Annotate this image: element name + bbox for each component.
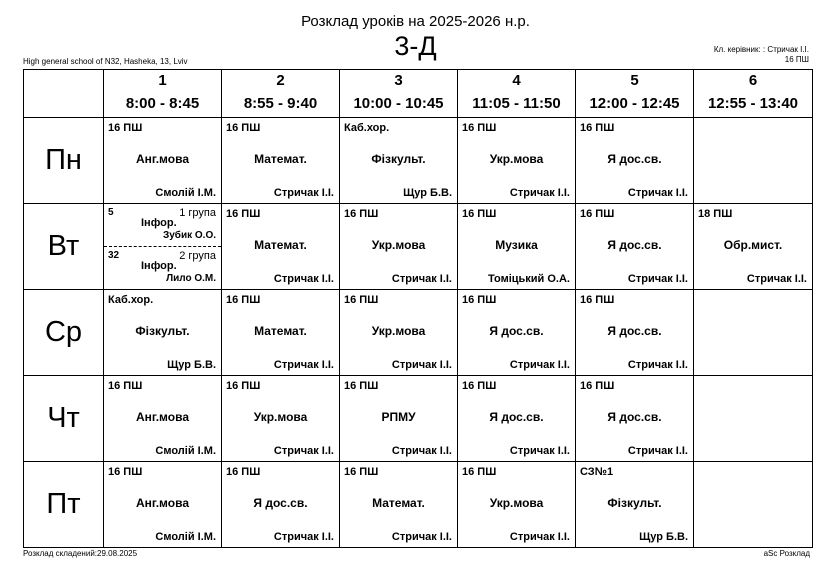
lesson-subject: Укр.мова — [489, 152, 544, 166]
lesson-room: 16 ПШ — [226, 466, 261, 478]
period-number: 1 — [158, 72, 167, 89]
created-date: Розклад складений:29.08.2025 — [23, 549, 138, 558]
lesson-cell — [222, 204, 340, 290]
lesson-cell — [340, 118, 458, 204]
lesson-cell — [340, 204, 458, 290]
lesson-room: 16 ПШ — [580, 208, 615, 220]
lesson-room: 16 ПШ — [226, 122, 261, 134]
lesson-room: 16 ПШ — [108, 122, 143, 134]
day-name: Чт — [24, 376, 104, 462]
lesson-teacher: Стричак І.І. — [391, 359, 452, 371]
group-label: 2 група — [179, 250, 216, 262]
lesson-room: 16 ПШ — [344, 208, 379, 220]
lesson-subject: Я дос.св. — [607, 410, 662, 424]
lesson-subject: Я дос.св. — [607, 238, 662, 252]
lesson-teacher: Смолій І.М. — [155, 187, 216, 199]
lesson-cell — [458, 290, 576, 376]
lesson-subject: Я дос.св. — [253, 496, 308, 510]
lesson-room: 16 ПШ — [108, 380, 143, 392]
day-row — [24, 290, 813, 376]
lesson-subject: Обр.мист. — [723, 238, 783, 252]
lesson-room: 16 ПШ — [226, 294, 261, 306]
lesson-teacher: Стричак І.І. — [391, 445, 452, 457]
lesson-teacher: Стричак І.І. — [273, 359, 334, 371]
lesson-room: 16 ПШ — [580, 294, 615, 306]
lesson-cell-empty — [694, 462, 813, 548]
lesson-teacher: Стричак І.І. — [627, 187, 688, 199]
head-teacher-info — [714, 45, 809, 65]
lesson-room: 16 ПШ — [462, 466, 497, 478]
lesson-room: 16 ПШ — [108, 466, 143, 478]
lesson-subject: Анг.мова — [136, 410, 189, 424]
lesson-cell — [458, 118, 576, 204]
lesson-subject: Укр.мова — [371, 238, 426, 252]
period-number: 2 — [276, 72, 285, 89]
lesson-cell — [340, 462, 458, 548]
lesson-room: Каб.хор. — [108, 294, 154, 306]
lesson-room: 16 ПШ — [462, 122, 497, 134]
lesson-subject: Анг.мова — [136, 496, 189, 510]
lesson-teacher: Смолій І.М. — [155, 531, 216, 543]
group-room: 32 — [108, 250, 120, 261]
lesson-cell — [222, 462, 340, 548]
software-name: aSc Розклад — [763, 549, 810, 558]
group-teacher: Зубик О.О. — [162, 230, 216, 241]
lesson-cell — [576, 118, 694, 204]
period-time: 10:00 - 10:45 — [353, 95, 444, 112]
head-teacher-name: Кл. керівник: : Стричак І.І. — [713, 45, 809, 54]
lesson-subject: Математ. — [372, 496, 425, 510]
lesson-room: 16 ПШ — [580, 122, 615, 134]
lesson-subject: Фізкульт. — [135, 324, 190, 338]
lesson-cell — [458, 376, 576, 462]
lesson-room: 18 ПШ — [698, 208, 733, 220]
lesson-teacher: Смолій І.М. — [155, 445, 216, 457]
lesson-room: 16 ПШ — [580, 380, 615, 392]
period-header — [458, 70, 576, 118]
lesson-cell — [340, 290, 458, 376]
lesson-teacher: Стричак І.І. — [391, 531, 452, 543]
period-time: 12:55 - 13:40 — [707, 95, 799, 112]
lesson-cell — [104, 376, 222, 462]
group-room: 5 — [108, 207, 114, 218]
period-time: 8:55 - 9:40 — [243, 95, 318, 112]
lesson-teacher: Стричак І.І. — [509, 187, 570, 199]
lesson-teacher: Щур Б.В. — [403, 187, 452, 199]
lesson-room: СЗ№1 — [580, 466, 614, 478]
lesson-cell-split — [104, 204, 222, 290]
period-number: 3 — [394, 72, 403, 89]
head-teacher-room: 16 ПШ — [784, 55, 809, 64]
lesson-cell — [576, 204, 694, 290]
lesson-subject: Я дос.св. — [607, 152, 662, 166]
lesson-cell — [222, 290, 340, 376]
group-subject: Інфор. — [141, 217, 177, 229]
lesson-subject: Анг.мова — [136, 152, 189, 166]
lesson-subject: Математ. — [254, 324, 307, 338]
schedule-title: Розклад уроків на 2025-2026 н.р. — [301, 13, 530, 30]
lesson-teacher: Томіцький О.А. — [487, 273, 570, 285]
class-name: 3-Д — [394, 31, 437, 61]
lesson-teacher: Щур Б.В. — [639, 531, 688, 543]
lesson-room: 16 ПШ — [462, 208, 497, 220]
lesson-teacher: Стричак І.І. — [627, 273, 688, 285]
lesson-cell — [576, 376, 694, 462]
lesson-cell — [340, 376, 458, 462]
lesson-cell — [222, 376, 340, 462]
lesson-cell — [222, 118, 340, 204]
lesson-cell — [104, 118, 222, 204]
period-time: 11:05 - 11:50 — [472, 95, 561, 112]
day-name: Вт — [24, 204, 104, 290]
periods-header-row — [24, 70, 813, 118]
day-name: Пт — [24, 462, 104, 548]
lesson-teacher: Стричак І.І. — [273, 445, 334, 457]
lesson-teacher: Стричак І.І. — [509, 359, 570, 371]
lesson-subject: Я дос.св. — [489, 324, 544, 338]
lesson-subject: Фізкульт. — [607, 496, 662, 510]
lesson-subject: Укр.мова — [371, 324, 426, 338]
lesson-subject: Я дос.св. — [489, 410, 544, 424]
period-time: 12:00 - 12:45 — [589, 95, 680, 112]
group-subject: Інфор. — [141, 260, 177, 272]
school-name: High general school of N32, Hasheka, 13, Lviv — [23, 57, 188, 66]
lesson-subject: Фізкульт. — [371, 152, 426, 166]
lesson-teacher: Стричак І.І. — [746, 273, 807, 285]
lesson-subject: Математ. — [254, 238, 307, 252]
day-name: Ср — [24, 290, 104, 376]
lesson-room: 16 ПШ — [462, 380, 497, 392]
period-header — [340, 70, 458, 118]
day-row — [24, 376, 813, 462]
lesson-subject: Укр.мова — [253, 410, 308, 424]
lesson-room: 16 ПШ — [226, 380, 261, 392]
lesson-teacher: Стричак І.І. — [273, 531, 334, 543]
lesson-cell-empty — [694, 376, 813, 462]
lesson-teacher: Щур Б.В. — [167, 359, 216, 371]
lesson-cell — [576, 462, 694, 548]
lesson-teacher: Стричак І.І. — [627, 359, 688, 371]
lesson-cell — [104, 462, 222, 548]
period-header — [694, 70, 813, 118]
lesson-teacher: Стричак І.І. — [509, 445, 570, 457]
day-row — [24, 204, 813, 290]
lesson-room: 16 ПШ — [344, 294, 379, 306]
corner-cell — [24, 70, 104, 118]
lesson-teacher: Стричак І.І. — [273, 273, 334, 285]
lesson-room: Каб.хор. — [344, 122, 390, 134]
lesson-cell — [458, 204, 576, 290]
lesson-subject: Математ. — [254, 152, 307, 166]
group-2-lesson — [104, 247, 221, 289]
timetable — [23, 69, 813, 548]
lesson-room: 16 ПШ — [344, 466, 379, 478]
period-header — [576, 70, 694, 118]
period-number: 4 — [512, 72, 521, 89]
lesson-subject: Укр.мова — [489, 496, 544, 510]
lesson-room: 16 ПШ — [344, 380, 379, 392]
lesson-teacher: Стричак І.І. — [509, 531, 570, 543]
lesson-subject: Я дос.св. — [607, 324, 662, 338]
lesson-cell — [694, 204, 813, 290]
period-header — [222, 70, 340, 118]
lesson-subject: Музика — [495, 238, 538, 252]
lesson-teacher: Стричак І.І. — [391, 273, 452, 285]
group-teacher: Лило О.М. — [166, 273, 216, 284]
day-name: Пн — [24, 118, 104, 204]
lesson-cell — [104, 290, 222, 376]
lesson-cell-empty — [694, 290, 813, 376]
group-1-lesson — [104, 204, 221, 247]
day-row — [24, 462, 813, 548]
lesson-teacher: Стричак І.І. — [627, 445, 688, 457]
day-row — [24, 118, 813, 204]
period-number: 6 — [748, 72, 758, 89]
lesson-cell — [458, 462, 576, 548]
lesson-cell-empty — [694, 118, 813, 204]
lesson-cell — [576, 290, 694, 376]
lesson-teacher: Стричак І.І. — [273, 187, 334, 199]
period-time: 8:00 - 8:45 — [125, 95, 200, 112]
period-number: 5 — [630, 72, 639, 89]
lesson-room: 16 ПШ — [462, 294, 497, 306]
group-label: 1 група — [179, 207, 216, 219]
lesson-room: 16 ПШ — [226, 208, 261, 220]
lesson-subject: РПМУ — [381, 410, 416, 424]
period-header — [104, 70, 222, 118]
